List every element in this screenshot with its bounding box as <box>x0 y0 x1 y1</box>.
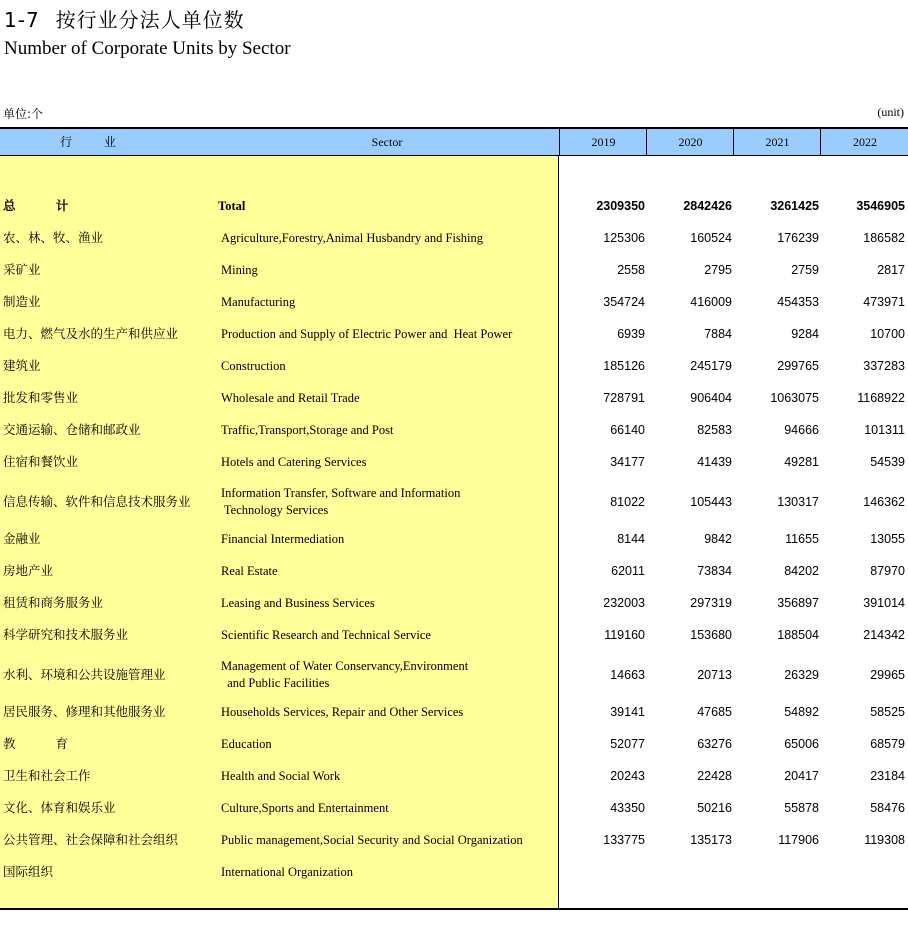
sector-cn: 教 育 <box>3 736 86 751</box>
value-cell: 22428 <box>697 769 732 783</box>
value-cell: 454353 <box>777 295 819 309</box>
header-year-2022: 2022 <box>820 129 908 156</box>
sector-cn: 卫生和社会工作 <box>3 768 91 783</box>
value-cell: 58476 <box>870 801 905 815</box>
sector-cn: 公共管理、社会保障和社会组织 <box>3 832 179 847</box>
value-cell: 337283 <box>863 359 905 373</box>
value-cell: 130317 <box>777 495 819 509</box>
sector-en-line: Information Transfer, Software and Information <box>221 486 461 500</box>
value-cell: 117906 <box>778 833 819 847</box>
sector-en <box>221 262 258 279</box>
sector-en-line: Management of Water Conservancy,Environment <box>221 659 469 673</box>
value-cell: 356897 <box>777 596 819 610</box>
value-cell: 906404 <box>690 391 732 405</box>
table-body <box>0 156 908 910</box>
sector-en-line: Technology Services <box>221 503 329 517</box>
sector-cn: 采矿业 <box>3 262 41 277</box>
value-cell: 10700 <box>870 327 905 341</box>
table-row <box>0 702 908 722</box>
value-cell: 82583 <box>697 423 732 437</box>
sector-en-line: Agriculture,Forestry,Animal Husbandry and Fishing <box>221 230 483 245</box>
value-cell: 416009 <box>690 295 732 309</box>
value-cell: 2795 <box>704 263 732 277</box>
value-cell: 43350 <box>610 801 645 815</box>
table-row <box>0 228 908 248</box>
unit-label-en: (unit) <box>877 105 904 119</box>
value-cell: 119308 <box>864 833 905 847</box>
value-cell: 1168922 <box>857 391 905 405</box>
sector-en <box>221 454 366 471</box>
value-cell: 188504 <box>777 628 819 642</box>
header-sector-cn: 行 业 <box>60 135 130 149</box>
sector-en-line: Wholesale and Retail Trade <box>221 390 360 405</box>
value-cell: 297319 <box>690 596 732 610</box>
sector-en <box>221 358 286 375</box>
table-row <box>0 324 908 344</box>
value-cell: 3261425 <box>770 199 819 213</box>
value-cell: 20713 <box>697 668 732 682</box>
value-cell: 7884 <box>704 327 732 341</box>
sector-cn: 总 计 <box>3 198 87 213</box>
value-cell: 185126 <box>603 359 645 373</box>
sector-en <box>221 800 389 817</box>
value-cell: 65006 <box>784 737 819 751</box>
value-cell: 14663 <box>610 668 645 682</box>
value-cell: 39141 <box>610 705 645 719</box>
sector-cn: 租赁和商务服务业 <box>3 595 104 610</box>
table-row <box>0 484 908 520</box>
sector-cn: 国际组织 <box>3 864 54 879</box>
sector-en <box>221 627 431 644</box>
table-row <box>0 529 908 549</box>
sector-en <box>221 595 375 612</box>
sector-en-line: Public management,Social Security and Social Organization <box>221 832 523 847</box>
sector-cn: 电力、燃气及水的生产和供应业 <box>3 326 179 341</box>
value-cell: 20417 <box>784 769 819 783</box>
value-cell: 473971 <box>863 295 905 309</box>
value-cell: 245179 <box>690 359 732 373</box>
sector-en-line: Mining <box>221 262 258 277</box>
sector-cn: 文化、体育和娱乐业 <box>3 800 116 815</box>
sector-en <box>221 704 463 721</box>
value-cell: 186582 <box>863 231 905 245</box>
sector-en-line: and Public Facilities <box>221 676 330 690</box>
sector-en <box>221 294 295 311</box>
value-cell: 153680 <box>690 628 732 642</box>
sector-en-line: Education <box>221 736 272 751</box>
sector-en <box>221 531 344 548</box>
value-cell: 34177 <box>610 455 645 469</box>
value-cell: 105443 <box>690 495 732 509</box>
value-cell: 6939 <box>617 327 645 341</box>
sector-en <box>221 658 468 692</box>
sector-en <box>221 563 278 580</box>
sector-en-line: Construction <box>221 358 286 373</box>
sector-en <box>221 768 340 785</box>
value-cell: 119160 <box>604 628 645 642</box>
value-cell: 11655 <box>785 532 819 546</box>
header-sector-en: Sector <box>371 135 403 149</box>
table-row <box>0 420 908 440</box>
value-cell: 81022 <box>610 495 645 509</box>
table-header <box>0 127 908 156</box>
value-cell: 41439 <box>697 455 732 469</box>
sector-cn: 交通运输、仓储和邮政业 <box>3 422 141 437</box>
page-title-en: Number of Corporate Units by Sector <box>4 38 291 59</box>
sector-en <box>221 390 360 407</box>
value-cell: 299765 <box>777 359 819 373</box>
value-cell: 94666 <box>784 423 819 437</box>
value-cell: 232003 <box>603 596 645 610</box>
sector-cn: 建筑业 <box>3 358 41 373</box>
table-row <box>0 561 908 581</box>
table-row <box>0 388 908 408</box>
sector-cn: 水利、环境和公共设施管理业 <box>3 667 166 682</box>
sector-cn: 批发和零售业 <box>3 390 79 405</box>
table-row <box>0 734 908 754</box>
header-year-2020: 2020 <box>646 129 734 156</box>
sector-en <box>221 326 512 343</box>
sector-cn: 居民服务、修理和其他服务业 <box>3 704 166 719</box>
value-cell: 26329 <box>784 668 819 682</box>
sector-cn: 制造业 <box>3 294 41 309</box>
sector-cn: 住宿和餐饮业 <box>3 454 79 469</box>
sector-en-line: Scientific Research and Technical Service <box>221 627 431 642</box>
value-cell: 1063075 <box>770 391 819 405</box>
title-cn-text: 按行业分法人单位数 <box>55 8 245 32</box>
value-cell: 214342 <box>863 628 905 642</box>
table-row <box>0 625 908 645</box>
table-row <box>0 766 908 786</box>
sector-cn: 信息传输、软件和信息技术服务业 <box>3 494 191 509</box>
value-cell: 2759 <box>791 263 819 277</box>
value-cell: 66140 <box>610 423 645 437</box>
sector-en <box>221 864 353 881</box>
data-table <box>0 127 908 910</box>
total-row <box>0 196 908 216</box>
table-row <box>0 862 908 882</box>
sector-en-line: Financial Intermediation <box>221 531 345 546</box>
sector-en <box>221 485 460 519</box>
table-row <box>0 260 908 280</box>
header-year-2021: 2021 <box>733 129 821 156</box>
table-row <box>0 356 908 376</box>
page-title-cn <box>4 4 245 33</box>
value-cell: 133775 <box>603 833 645 847</box>
value-cell: 354724 <box>603 295 645 309</box>
value-cell: 8144 <box>617 532 645 546</box>
value-cell: 2309350 <box>596 199 645 213</box>
table-row <box>0 593 908 613</box>
table-row <box>0 657 908 693</box>
value-cell: 47685 <box>697 705 732 719</box>
sector-en-line: Total <box>218 198 246 213</box>
sector-en <box>221 422 393 439</box>
sector-en-line: Real Estate <box>221 563 278 578</box>
sector-en-line: Health and Social Work <box>221 768 341 783</box>
sector-en-line: International Organization <box>221 864 354 879</box>
value-cell: 2558 <box>617 263 645 277</box>
table-row <box>0 292 908 312</box>
table-row <box>0 798 908 818</box>
value-cell: 728791 <box>603 391 645 405</box>
value-cell: 160524 <box>690 231 732 245</box>
value-cell: 54892 <box>784 705 819 719</box>
value-cell: 50216 <box>697 801 732 815</box>
sector-en-line: Leasing and Business Services <box>221 595 375 610</box>
value-cell: 135173 <box>690 833 732 847</box>
value-cell: 84202 <box>784 564 819 578</box>
sector-cn: 金融业 <box>3 531 41 546</box>
table-row <box>0 830 908 850</box>
value-cell: 52077 <box>610 737 645 751</box>
sector-en <box>221 736 272 753</box>
sector-en-line: Production and Supply of Electric Power and Heat Power <box>221 326 513 341</box>
value-cell: 55878 <box>784 801 819 815</box>
unit-label-cn: 单位:个 <box>3 107 44 121</box>
value-cell: 9284 <box>791 327 819 341</box>
table-row <box>0 452 908 472</box>
value-cell: 49281 <box>784 455 819 469</box>
value-cell: 101311 <box>864 423 905 437</box>
value-cell: 3546905 <box>856 199 905 213</box>
header-year-2019: 2019 <box>559 129 647 156</box>
value-cell: 125306 <box>603 231 645 245</box>
value-cell: 2842426 <box>683 199 732 213</box>
value-cell: 9842 <box>704 532 732 546</box>
sector-cn: 房地产业 <box>3 563 54 578</box>
sector-en-line: Traffic,Transport,Storage and Post <box>221 422 394 437</box>
value-cell: 2817 <box>877 263 905 277</box>
sector-en-line: Manufacturing <box>221 294 296 309</box>
value-cell: 391014 <box>863 596 905 610</box>
value-cell: 63276 <box>697 737 732 751</box>
table-number: 1-7 <box>4 8 40 32</box>
sector-cn: 农、林、牧、渔业 <box>3 230 104 245</box>
sector-en <box>218 198 245 215</box>
value-cell: 87970 <box>870 564 905 578</box>
sector-en <box>221 230 483 247</box>
value-cell: 54539 <box>870 455 905 469</box>
value-cell: 68579 <box>870 737 905 751</box>
sector-en-line: Households Services, Repair and Other Services <box>221 704 464 719</box>
sector-en-line: Hotels and Catering Services <box>221 454 367 469</box>
value-cell: 20243 <box>610 769 645 783</box>
value-cell: 58525 <box>870 705 905 719</box>
value-cell: 176239 <box>777 231 819 245</box>
value-cell: 62011 <box>611 564 645 578</box>
value-cell: 146362 <box>863 495 905 509</box>
value-cell: 73834 <box>697 564 732 578</box>
sector-en-line: Culture,Sports and Entertainment <box>221 800 389 815</box>
sector-cn: 科学研究和技术服务业 <box>3 627 129 642</box>
sector-en <box>221 832 523 849</box>
value-cell: 29965 <box>870 668 905 682</box>
value-cell: 23184 <box>870 769 905 783</box>
value-cell: 13055 <box>870 532 905 546</box>
